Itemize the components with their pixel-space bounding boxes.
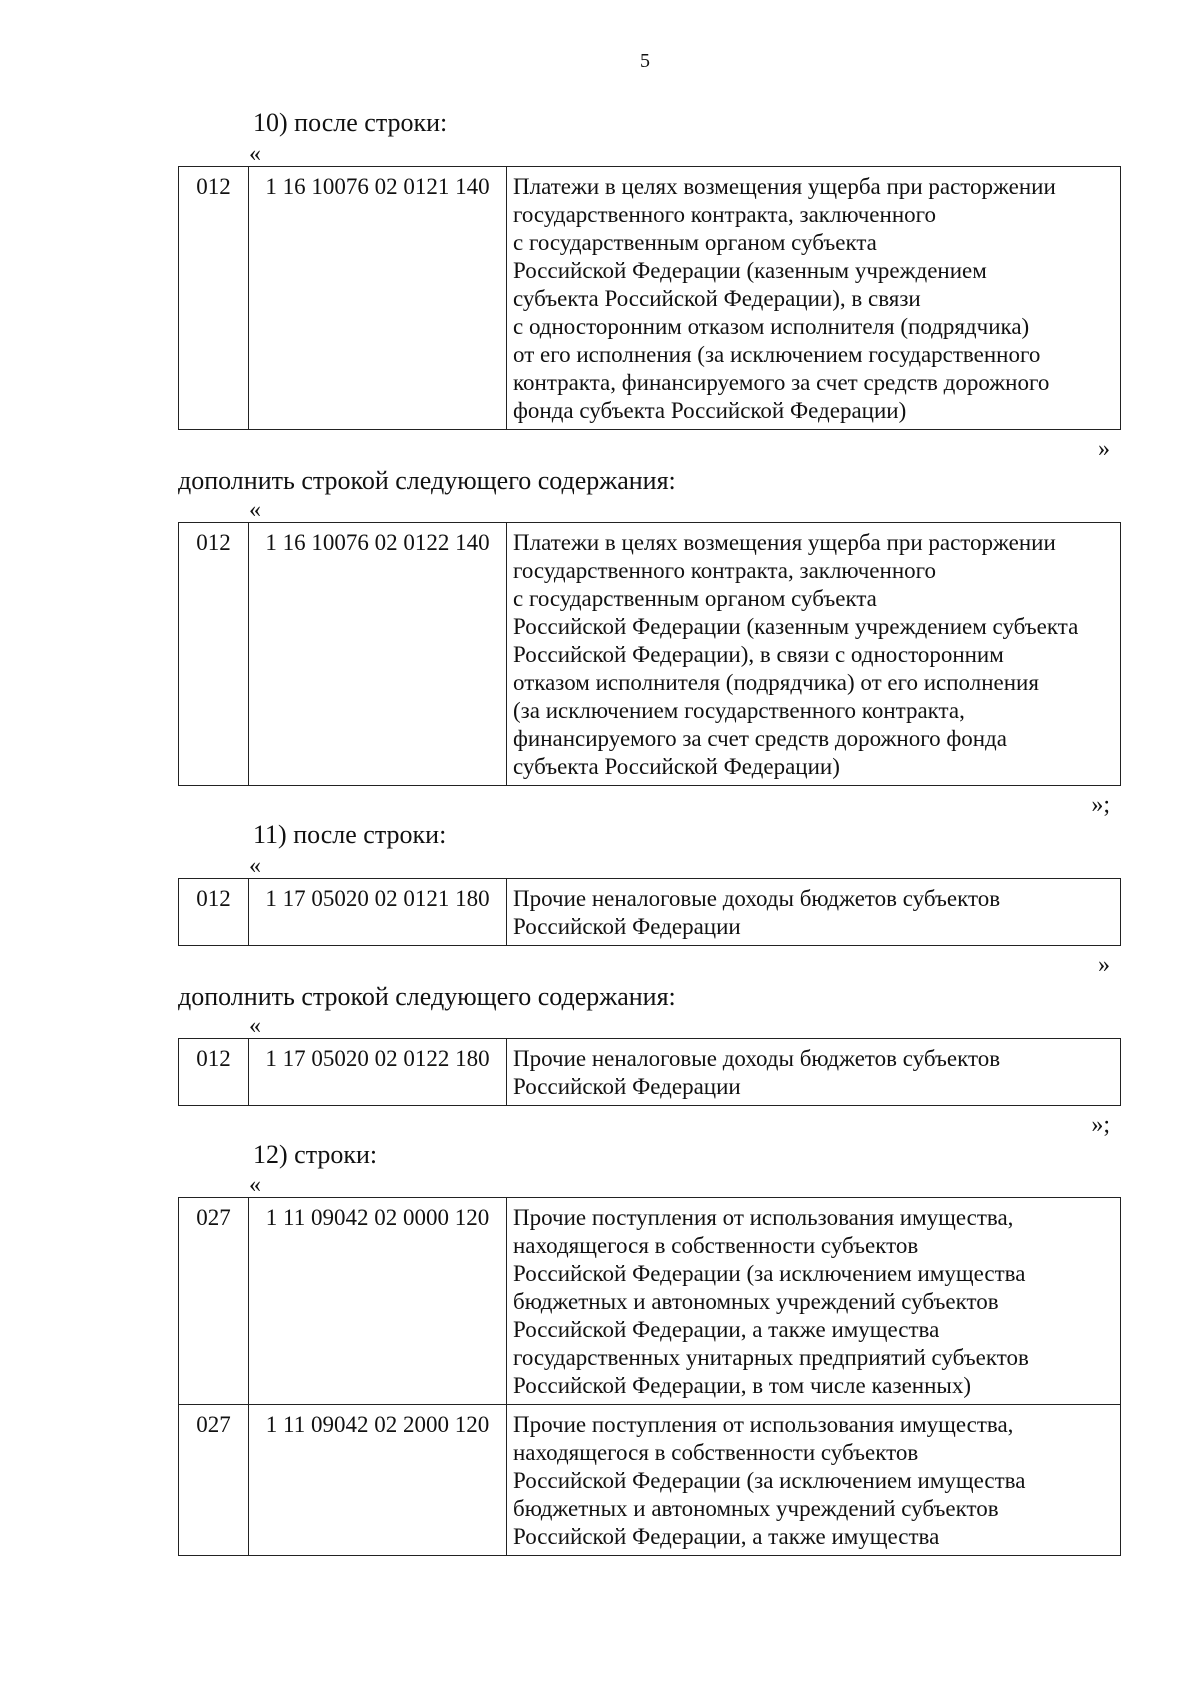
close-quote: » xyxy=(1098,952,1110,978)
section-heading: 12) строки: xyxy=(253,1140,378,1169)
open-quote: « xyxy=(249,141,261,167)
classification-code-cell: 1 11 09042 02 0000 120 xyxy=(249,1198,507,1405)
admin-code-cell: 012 xyxy=(179,1039,249,1106)
budget-code-table xyxy=(178,1197,1121,1556)
admin-code-cell: 027 xyxy=(179,1405,249,1556)
table-row xyxy=(179,167,1121,430)
classification-code-cell: 1 11 09042 02 2000 120 xyxy=(249,1405,507,1556)
table-row xyxy=(179,879,1121,946)
admin-code-cell: 012 xyxy=(179,523,249,786)
classification-code-cell: 1 17 05020 02 0122 180 xyxy=(249,1039,507,1106)
admin-code-cell: 012 xyxy=(179,167,249,430)
open-quote: « xyxy=(249,1013,261,1039)
classification-code-cell: 1 16 10076 02 0122 140 xyxy=(249,523,507,786)
open-quote: « xyxy=(249,853,261,879)
table-row xyxy=(179,1405,1121,1556)
section-heading: 10) после строки: xyxy=(253,108,448,137)
description-cell: Платежи в целях возмещения ущерба при расторжении государственного контракта, заключенного с государственным органом субъекта Российской Федерации (казенным учреждением субъекта Российской Федерации), в связи с односторонним отказом исполнителя (подрядчика) от его исполнения (за исключением государственного контракта, финансируемого за счет средств дорожного фонда субъекта Российской Федерации) xyxy=(507,523,1121,786)
open-quote: « xyxy=(249,497,261,523)
close-quote: »; xyxy=(1091,1112,1110,1138)
close-quote: » xyxy=(1098,436,1110,462)
budget-code-table xyxy=(178,1038,1121,1106)
description-cell: Прочие неналоговые доходы бюджетов субъектов Российской Федерации xyxy=(507,879,1121,946)
budget-code-table xyxy=(178,522,1121,786)
table-row xyxy=(179,1198,1121,1405)
page-number: 5 xyxy=(640,50,650,72)
description-cell: Платежи в целях возмещения ущерба при расторжении государственного контракта, заключенного с государственным органом субъекта Российской Федерации (казенным учреждением субъекта Российской Федерации), в связи с односторонним отказом исполнителя (подрядчика) от его исполнения (за исключением государственного контракта, финансируемого за счет средств дорожного фонда субъекта Российской Федерации) xyxy=(507,167,1121,430)
classification-code-cell: 1 16 10076 02 0121 140 xyxy=(249,167,507,430)
admin-code-cell: 012 xyxy=(179,879,249,946)
budget-code-table xyxy=(178,166,1121,430)
description-cell: Прочие неналоговые доходы бюджетов субъектов Российской Федерации xyxy=(507,1039,1121,1106)
classification-code-cell: 1 17 05020 02 0121 180 xyxy=(249,879,507,946)
description-cell: Прочие поступления от использования имущества, находящегося в собственности субъектов Российской Федерации (за исключением имущества бюджетных и автономных учреждений субъектов Российской Федерации, а также имущества xyxy=(507,1405,1121,1556)
open-quote: « xyxy=(249,1172,261,1198)
close-quote: »; xyxy=(1091,792,1110,818)
table-row xyxy=(179,1039,1121,1106)
section-heading: дополнить строкой следующего содержания: xyxy=(178,982,676,1011)
table-row xyxy=(179,523,1121,786)
admin-code-cell: 027 xyxy=(179,1198,249,1405)
description-cell: Прочие поступления от использования имущества, находящегося в собственности субъектов Российской Федерации (за исключением имущества бюджетных и автономных учреждений субъектов Российской Федерации, а также имущества государственных унитарных предприятий субъектов Российской Федерации, в том числе казенных) xyxy=(507,1198,1121,1405)
section-heading: 11) после строки: xyxy=(253,820,447,849)
section-heading: дополнить строкой следующего содержания: xyxy=(178,466,676,495)
budget-code-table xyxy=(178,878,1121,946)
